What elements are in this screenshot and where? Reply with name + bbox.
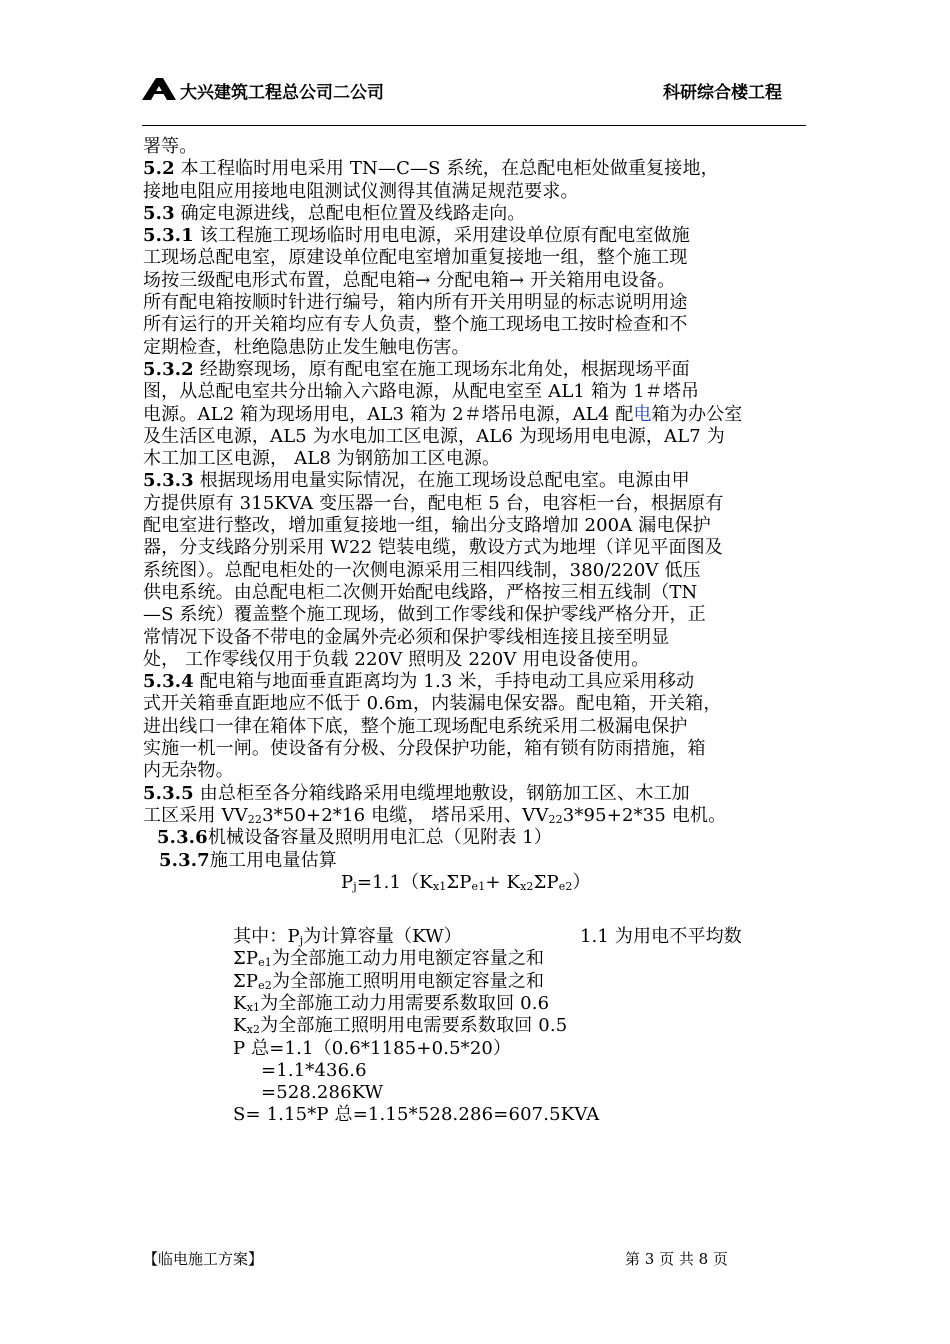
project-name: 科研综合楼工程 [663, 83, 782, 103]
text-line: 式开关箱垂直距地应不低于 0.6m，内装漏电保安器。配电箱，开关箱， [143, 693, 722, 715]
calc-line: =528.286KW [261, 1082, 384, 1104]
text-line: 内无杂物。 [143, 760, 234, 782]
section-number: 5.3.5 [143, 782, 194, 804]
text-line: 方提供原有 315KVA 变压器一台，配电柜 5 台，电容柜一台，根据原有 [143, 492, 724, 514]
text-line: 工区采用 $VV_{22}3*50+2*16$ 电缆， 塔吊采用、$VV_{22}3*95+2*35$ 电机。 [143, 804, 727, 826]
text-line: 接地电阻应用接地电阻测试仪测得其值满足规范要求。 [143, 180, 579, 202]
section-number: 5.3.7 [159, 849, 210, 871]
text-line: 进出线口一律在箱体下底，整个施工现场配电系统采用二极漏电保护 [143, 715, 688, 737]
text-line: 5.3.2 经勘察现场，原有配电室在施工现场东北角处，根据现场平面 [143, 358, 690, 380]
text-line: 木工加工区电源， AL8 为钢筋加工区电源。 [143, 448, 501, 470]
company-name: 大兴建筑工程总公司二公司 [180, 83, 384, 103]
text-line: 供电系统。由总配电柜二次侧开始配电线路，严格按三相五线制（TN [143, 581, 698, 603]
text-line: 署等。 [143, 136, 198, 157]
text-line: 电源。AL2 箱为现场用电，AL3 箱为 2＃塔吊电源，AL4 配电箱为办公室 [143, 403, 743, 425]
section-number: 5.3.3 [143, 470, 194, 492]
text-line: 所有配电箱按顺时针进行编号，箱内所有开关用明显的标志说明用途 [143, 292, 688, 314]
text-line: 5.3.6机械设备容量及照明用电汇总（见附表 1） [157, 827, 553, 849]
text-line: 工现场总配电室，原建设单位配电室增加重复接地一组，整个施工现 [143, 247, 688, 269]
where-line: $\Sigma P_{e1}$为全部施工动力用电额定容量之和 [233, 948, 545, 970]
text-line: 5.3.3 根据现场用电量实际情况，在施工现场设总配电室。电源由甲 [143, 470, 690, 492]
load-formula: $P_j=1.1(K_{x1}\Sigma P_{e1}+ K_{x2}\Sigma P_{e2})$ [341, 871, 591, 893]
text-line: 5.3.4 配电箱与地面垂直距离均为 1.3 米，手持电动工具应采用移动 [143, 671, 695, 693]
section-number: 5.3 [143, 202, 175, 224]
text-line: 5.3.1 该工程施工现场临时用电电源，采用建设单位原有配电室做施 [143, 225, 690, 247]
company-logo-icon [142, 78, 176, 100]
text-line: 5.3.5 由总柜至各分箱线路采用电缆埋地敷设，钢筋加工区、木工加 [143, 782, 690, 804]
section-number: 5.2 [143, 158, 175, 180]
text-line: 所有运行的开关箱均应有专人负责，整个施工现场电工按时检查和不 [143, 314, 688, 336]
calc-line: P 总=1.1（0.6*1185+0.5*20） [233, 1037, 512, 1059]
header-rule [142, 125, 806, 126]
section-number: 5.3.6 [157, 827, 208, 849]
section-number: 5.3.4 [143, 671, 194, 693]
text-line: 图，从总配电室共分出输入六路电源，从配电室至 AL1 箱为 1＃塔吊 [143, 381, 700, 403]
calc-line: =1.1*436.6 [261, 1059, 367, 1081]
where-line: 其中：$P_j$为计算容量（KW） 1.1 为用电不平均数 [233, 926, 742, 948]
text-line: 5.2 本工程临时用电采用 TN—C—S 系统，在总配电柜处做重复接地， [143, 158, 719, 180]
footer-page-number: 第 3 页 共 8 页 [625, 1250, 728, 1268]
text-line: 器，分支线路分别采用 W22 铠装电缆，敷设方式为地埋（详见平面图及 [143, 537, 723, 559]
where-line: $\Sigma P_{e2}$为全部施工照明用电额定容量之和 [233, 970, 545, 992]
text-line: —S 系统）覆盖整个施工现场，做到工作零线和保护零线严格分开，正 [143, 604, 706, 626]
text-line: 系统图）。总配电柜处的一次侧电源采用三相四线制，380/220V 低压 [143, 559, 701, 581]
text-line: 及生活区电源，AL5 为水电加工区电源，AL6 为现场用电电源，AL7 为 [143, 425, 725, 447]
text-line: 配电室进行整改，增加重复接地一组，输出分支路增加 200A 漏电保护 [143, 515, 711, 537]
where-line: $K_{x1}$为全部施工动力用需要系数取回 0.6 [233, 992, 550, 1014]
section-number: 5.3.1 [143, 225, 194, 247]
calc-line: S= 1.15*P 总=1.15*528.286=607.5KVA [233, 1104, 600, 1126]
footer-doc-title: 【临电施工方案】 [143, 1250, 264, 1268]
document-body [143, 136, 809, 1127]
section-number: 5.3.2 [143, 358, 194, 380]
text-line: 定期检查，杜绝隐患防止发生触电伤害。 [143, 336, 470, 358]
text-line: 常情况下设备不带电的金属外壳必须和保护零线相连接且接至明显 [143, 626, 670, 648]
text-line: 5.3 确定电源进线，总配电柜位置及线路走向。 [143, 202, 526, 224]
text-line: 场按三级配电形式布置，总配电箱→ 分配电箱→ 开关箱用电设备。 [143, 269, 676, 291]
text-line: 处， 工作零线仅用于负载 220V 照明及 220V 用电设备使用。 [143, 648, 650, 670]
text-line: 实施一机一闸。使设备有分极、分段保护功能，箱有锁有防雨措施，箱 [143, 738, 706, 760]
where-line: $K_{x2}$为全部施工照明用电需要系数取回 0.5 [233, 1015, 568, 1037]
page-header [142, 76, 806, 126]
text-line: 5.3.7施工用电量估算 [159, 849, 337, 871]
